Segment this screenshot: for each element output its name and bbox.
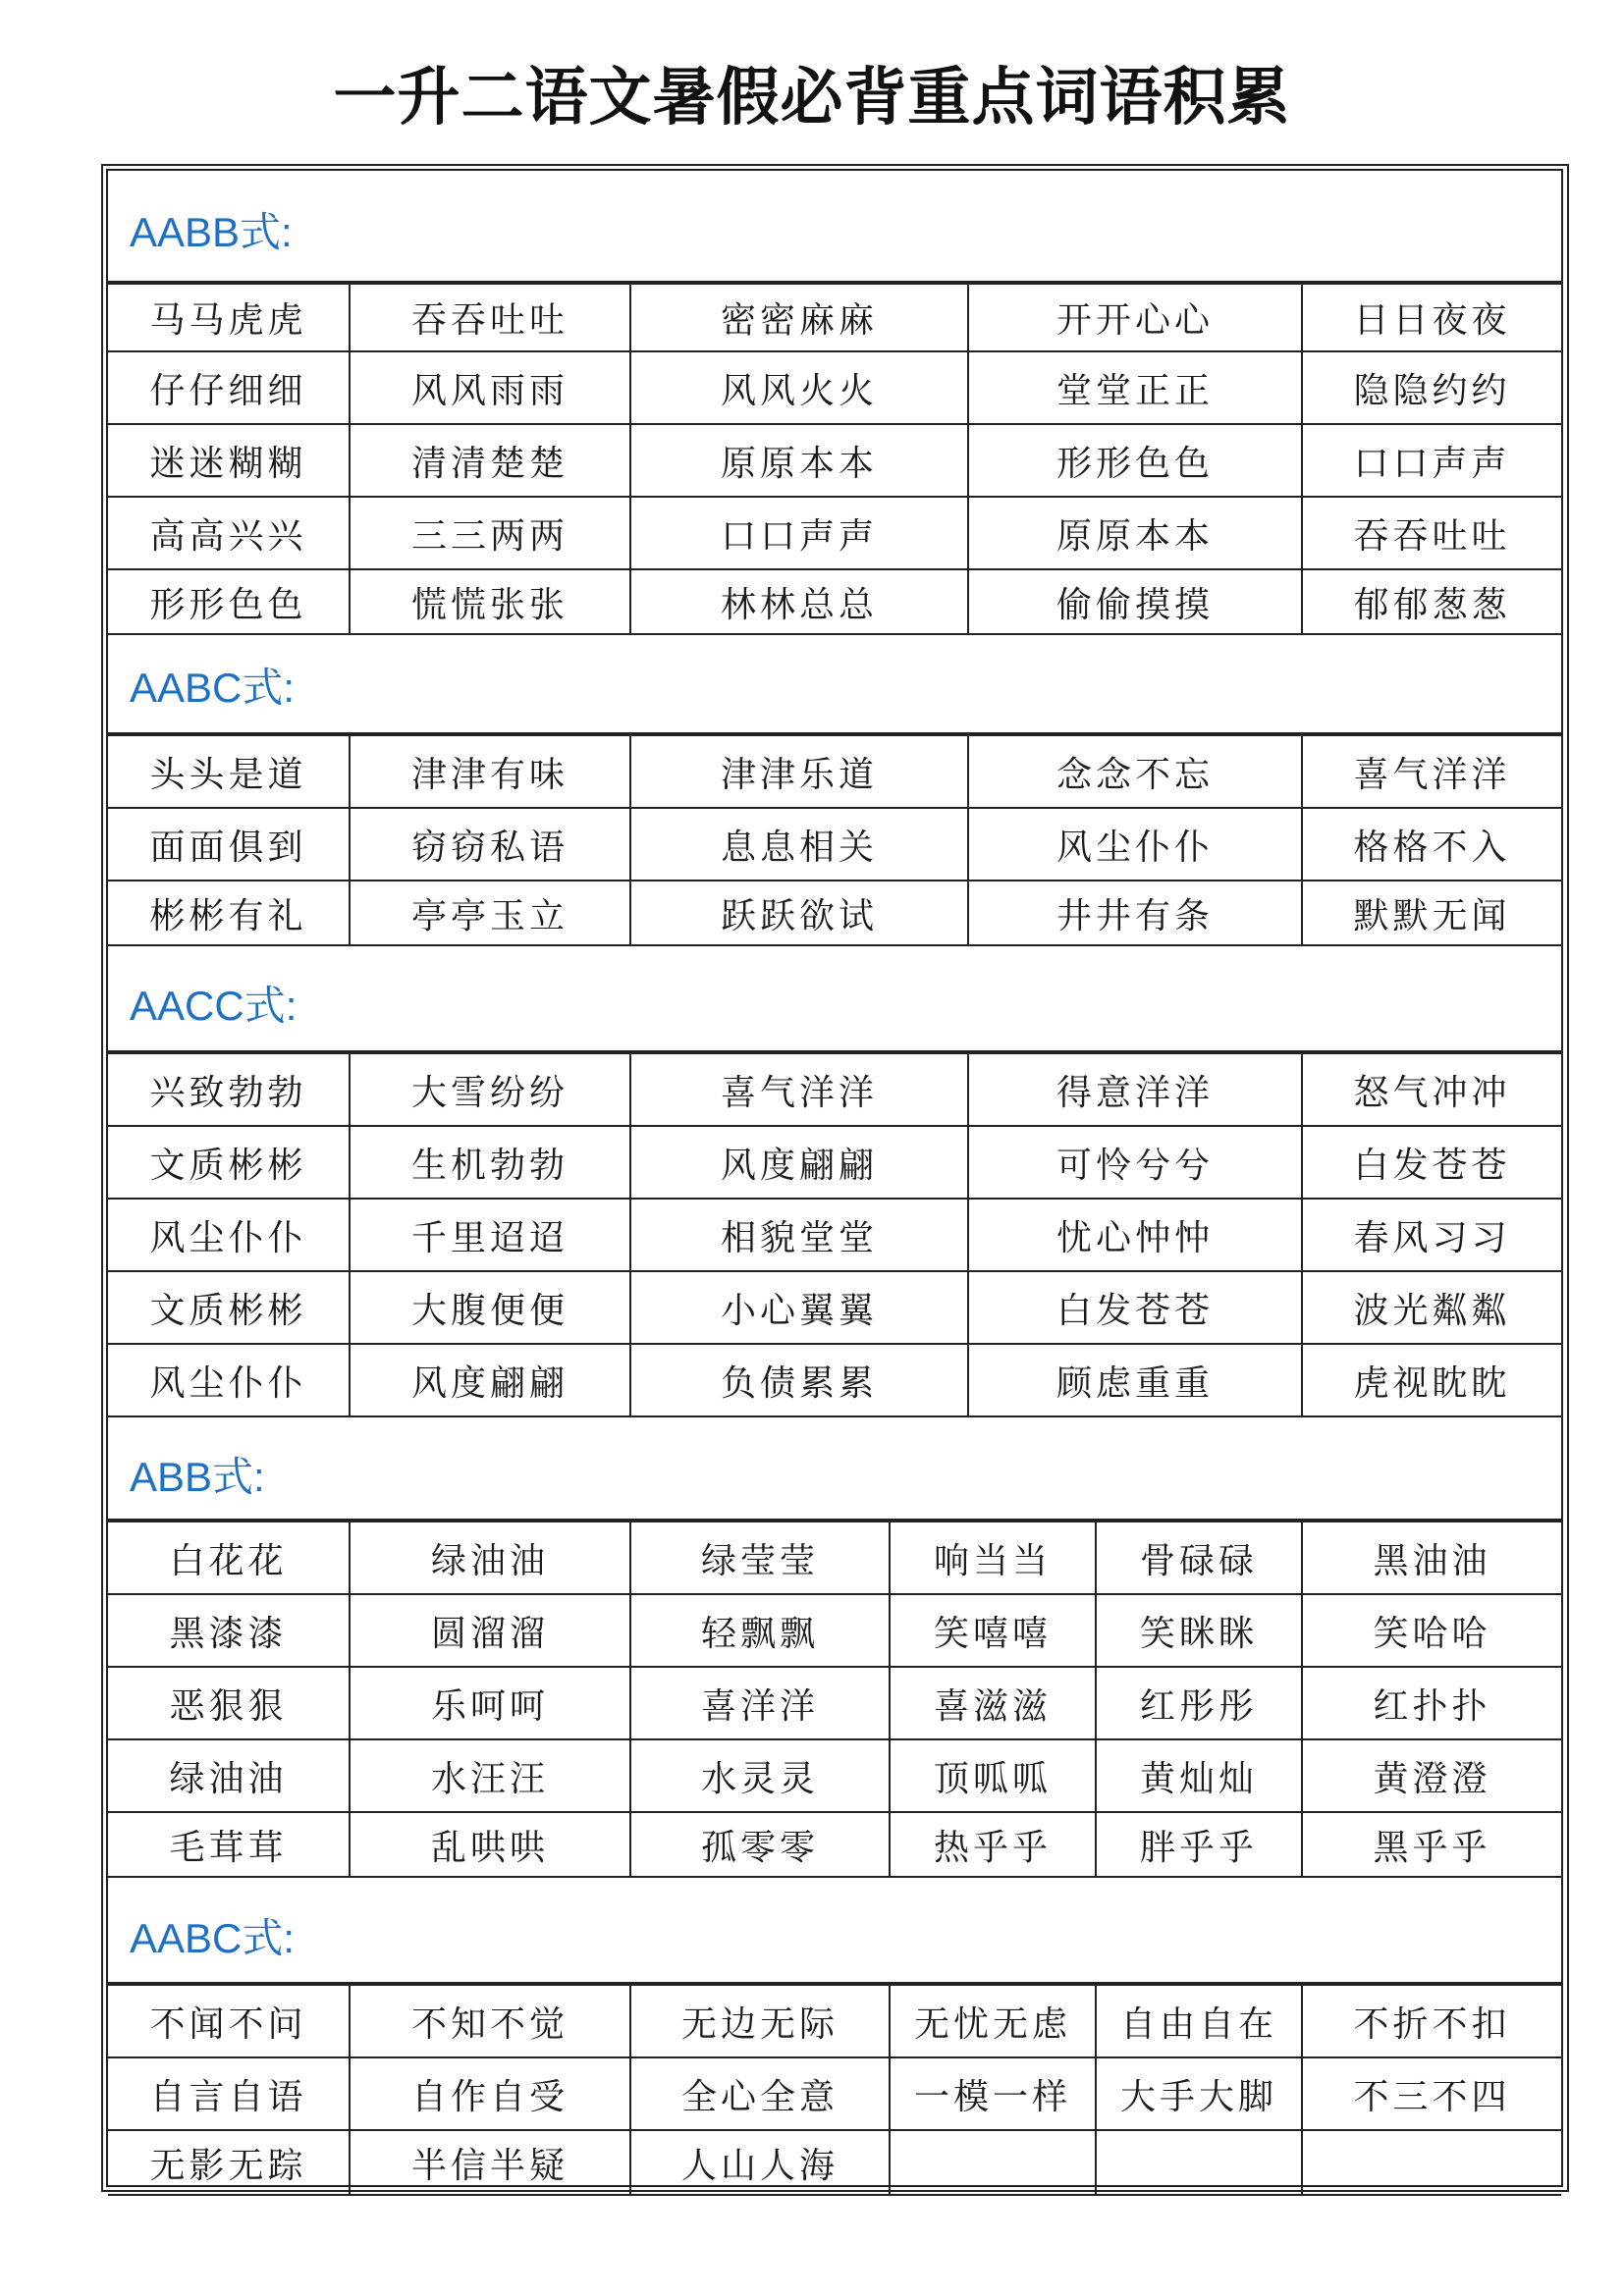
word-cell: 三三两两	[350, 497, 630, 569]
word-cell: 绿莹莹	[630, 1522, 890, 1594]
word-cell: 笑嘻嘻	[890, 1594, 1096, 1667]
word-cell: 口口声声	[1302, 424, 1561, 497]
word-cell: 轻飘飘	[630, 1594, 890, 1667]
word-table	[108, 1052, 1561, 1417]
word-cell: 黑油油	[1302, 1522, 1561, 1594]
word-cell: 迷迷糊糊	[108, 424, 350, 497]
word-cell: 红扑扑	[1302, 1667, 1561, 1739]
word-cell: 不闻不问	[108, 1985, 350, 2057]
table-row	[108, 1271, 1561, 1344]
word-cell: 文质彬彬	[108, 1271, 350, 1344]
word-cell: 跃跃欲试	[630, 881, 968, 945]
word-cell: 圆溜溜	[350, 1594, 630, 1667]
word-cell: 白花花	[108, 1522, 350, 1594]
section-header	[108, 1417, 1561, 1521]
word-cell: 春风习习	[1302, 1199, 1561, 1271]
word-cell: 风度翩翩	[350, 1344, 630, 1416]
word-cell: 怒气冲冲	[1302, 1053, 1561, 1126]
word-cell: 毛茸茸	[108, 1812, 350, 1877]
word-cell: 偷偷摸摸	[968, 569, 1302, 634]
word-cell: 风尘仆仆	[108, 1344, 350, 1416]
word-cell: 自言自语	[108, 2057, 350, 2130]
word-cell: 孤零零	[630, 1812, 890, 1877]
word-cell: 顾虑重重	[968, 1344, 1302, 1416]
word-cell: 津津乐道	[630, 735, 968, 808]
word-cell: 骨碌碌	[1096, 1522, 1302, 1594]
word-cell: 密密麻麻	[630, 284, 968, 351]
word-cell: 得意洋洋	[968, 1053, 1302, 1126]
table-row	[108, 284, 1561, 351]
word-cell: 形形色色	[968, 424, 1302, 497]
section-label: AABB式:	[130, 209, 293, 255]
word-cell: 不知不觉	[350, 1985, 630, 2057]
section-label: AABC式:	[130, 665, 296, 711]
word-cell: 原原本本	[630, 424, 968, 497]
word-cell: 大腹便便	[350, 1271, 630, 1344]
word-cell: 虎视眈眈	[1302, 1344, 1561, 1416]
word-cell: 风风火火	[630, 351, 968, 424]
table-row	[108, 1985, 1561, 2057]
word-cell: 自由自在	[1096, 1985, 1302, 2057]
word-cell: 喜洋洋	[630, 1667, 890, 1739]
word-cell: 隐隐约约	[1302, 351, 1561, 424]
section-header	[108, 946, 1561, 1052]
word-cell: 默默无闻	[1302, 881, 1561, 945]
word-cell: 口口声声	[630, 497, 968, 569]
word-cell: 大手大脚	[1096, 2057, 1302, 2130]
word-cell: 彬彬有礼	[108, 881, 350, 945]
word-cell: 文质彬彬	[108, 1126, 350, 1199]
word-cell: 顶呱呱	[890, 1739, 1096, 1812]
word-cell: 半信半疑	[350, 2130, 630, 2195]
section-label: ABB式:	[130, 1454, 265, 1500]
word-cell: 笑哈哈	[1302, 1594, 1561, 1667]
word-cell: 黄灿灿	[1096, 1739, 1302, 1812]
table-row	[108, 351, 1561, 424]
word-cell: 热乎乎	[890, 1812, 1096, 1877]
word-cell: 大雪纷纷	[350, 1053, 630, 1126]
word-cell: 小心翼翼	[630, 1271, 968, 1344]
word-cell: 清清楚楚	[350, 424, 630, 497]
word-cell: 形形色色	[108, 569, 350, 634]
word-cell: 黄澄澄	[1302, 1739, 1561, 1812]
word-cell: 波光粼粼	[1302, 1271, 1561, 1344]
word-cell: 自作自受	[350, 2057, 630, 2130]
word-table	[108, 1984, 1561, 2196]
word-cell: 人山人海	[630, 2130, 890, 2195]
word-cell: 不三不四	[1302, 2057, 1561, 2130]
word-cell: 乐呵呵	[350, 1667, 630, 1739]
word-cell: 白发苍苍	[1302, 1126, 1561, 1199]
word-cell: 津津有味	[350, 735, 630, 808]
table-row	[108, 1053, 1561, 1126]
word-cell: 井井有条	[968, 881, 1302, 945]
word-cell: 亭亭玉立	[350, 881, 630, 945]
word-cell: 风尘仆仆	[108, 1199, 350, 1271]
table-row	[108, 2057, 1561, 2130]
word-cell: 红彤彤	[1096, 1667, 1302, 1739]
word-cell	[1302, 2130, 1561, 2195]
word-cell: 不折不扣	[1302, 1985, 1561, 2057]
word-cell: 喜气洋洋	[630, 1053, 968, 1126]
word-cell: 一模一样	[890, 2057, 1096, 2130]
word-cell: 笑眯眯	[1096, 1594, 1302, 1667]
word-cell: 息息相关	[630, 808, 968, 881]
word-cell: 千里迢迢	[350, 1199, 630, 1271]
section-label: AACC式:	[130, 983, 298, 1029]
word-cell: 可怜兮兮	[968, 1126, 1302, 1199]
table-row	[108, 1344, 1561, 1416]
word-cell: 无忧无虑	[890, 1985, 1096, 2057]
table-row	[108, 1126, 1561, 1199]
word-cell: 仔仔细细	[108, 351, 350, 424]
table-row	[108, 424, 1561, 497]
word-cell: 风风雨雨	[350, 351, 630, 424]
word-cell: 日日夜夜	[1302, 284, 1561, 351]
word-cell: 水汪汪	[350, 1739, 630, 1812]
word-cell: 全心全意	[630, 2057, 890, 2130]
word-cell: 高高兴兴	[108, 497, 350, 569]
table-row	[108, 497, 1561, 569]
word-cell: 格格不入	[1302, 808, 1561, 881]
word-cell: 胖乎乎	[1096, 1812, 1302, 1877]
word-cell: 面面俱到	[108, 808, 350, 881]
word-cell: 喜滋滋	[890, 1667, 1096, 1739]
section-label: AABC式:	[130, 1915, 296, 1961]
table-row	[108, 569, 1561, 634]
page-title: 一升二语文暑假必背重点词语积累	[333, 62, 1291, 134]
word-cell: 郁郁葱葱	[1302, 569, 1561, 634]
word-cell: 兴致勃勃	[108, 1053, 350, 1126]
word-cell: 乱哄哄	[350, 1812, 630, 1877]
word-cell: 黑漆漆	[108, 1594, 350, 1667]
word-cell: 水灵灵	[630, 1739, 890, 1812]
word-cell: 慌慌张张	[350, 569, 630, 634]
table-row	[108, 881, 1561, 945]
table-row	[108, 2130, 1561, 2195]
table-row	[108, 1594, 1561, 1667]
table-row	[108, 1667, 1561, 1739]
word-cell: 黑乎乎	[1302, 1812, 1561, 1877]
word-cell: 吞吞吐吐	[350, 284, 630, 351]
section-header	[108, 171, 1561, 283]
table-row	[108, 808, 1561, 881]
word-cell: 白发苍苍	[968, 1271, 1302, 1344]
table-row	[108, 1812, 1561, 1877]
word-cell: 头头是道	[108, 735, 350, 808]
table-row	[108, 1199, 1561, 1271]
word-cell: 无边无际	[630, 1985, 890, 2057]
word-table	[108, 283, 1561, 635]
word-cell: 念念不忘	[968, 735, 1302, 808]
word-cell: 生机勃勃	[350, 1126, 630, 1199]
word-table	[108, 1521, 1561, 1878]
word-cell: 绿油油	[350, 1522, 630, 1594]
word-cell	[1096, 2130, 1302, 2195]
word-cell: 绿油油	[108, 1739, 350, 1812]
word-cell: 林林总总	[630, 569, 968, 634]
section-header	[108, 628, 1561, 734]
table-row	[108, 1739, 1561, 1812]
section-header	[108, 1881, 1561, 1984]
word-cell: 负债累累	[630, 1344, 968, 1416]
table-row	[108, 1522, 1561, 1594]
table-row	[108, 735, 1561, 808]
word-cell	[890, 2130, 1096, 2195]
word-cell: 无影无踪	[108, 2130, 350, 2195]
word-cell: 窃窃私语	[350, 808, 630, 881]
word-cell: 相貌堂堂	[630, 1199, 968, 1271]
word-cell: 吞吞吐吐	[1302, 497, 1561, 569]
word-cell: 恶狠狠	[108, 1667, 350, 1739]
word-cell: 马马虎虎	[108, 284, 350, 351]
word-cell: 风尘仆仆	[968, 808, 1302, 881]
word-cell: 响当当	[890, 1522, 1096, 1594]
word-cell: 风度翩翩	[630, 1126, 968, 1199]
word-table	[108, 734, 1561, 946]
word-cell: 开开心心	[968, 284, 1302, 351]
word-cell: 堂堂正正	[968, 351, 1302, 424]
word-cell: 喜气洋洋	[1302, 735, 1561, 808]
word-cell: 原原本本	[968, 497, 1302, 569]
word-cell: 忧心忡忡	[968, 1199, 1302, 1271]
